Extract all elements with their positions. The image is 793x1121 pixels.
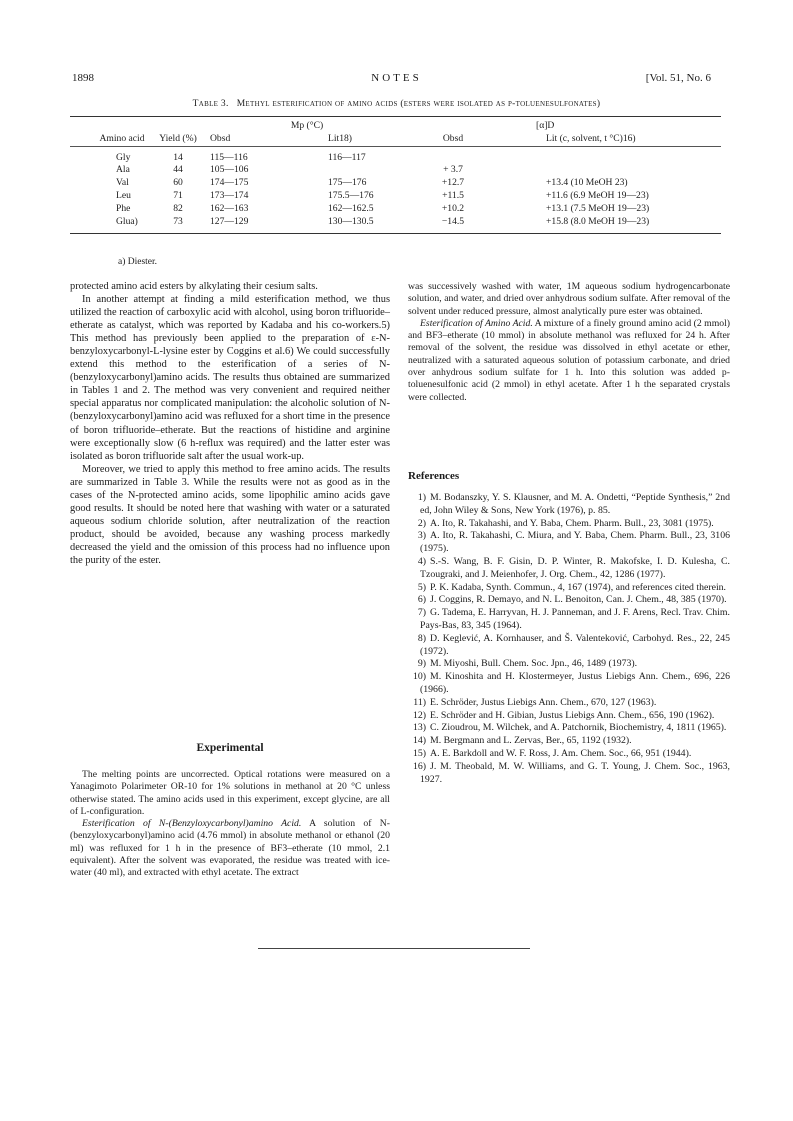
cell-rot-lit: +11.6 (6.9 MeOH 19—23)	[546, 189, 649, 201]
reference-item	[408, 697, 730, 710]
reference-text: A. E. Barkdoll and W. F. Ross, J. Am. Chem. Soc., 66, 951 (1944).	[430, 747, 692, 759]
col-head-rotation: [α]D	[536, 120, 555, 131]
cell-rot-lit	[502, 146, 721, 164]
reference-text: J. Coggins, R. Demayo, and N. L. Benoiton, Can. J. Chem., 48, 385 (1970).	[430, 594, 727, 606]
reference-number: 16)	[412, 760, 426, 772]
reference-text: M. Bodanszky, Y. S. Klausner, and M. A. Ondetti, “Peptide Synthesis,” 2nd ed, John Wiley & Sons, New York (1976), p. 85.	[420, 492, 730, 516]
reference-number: 2)	[417, 517, 426, 529]
cell-acid: Val	[116, 177, 129, 189]
cell-yield: 71	[173, 189, 183, 201]
reference-item	[408, 710, 730, 723]
cell-mp-obsd: 162—163	[210, 202, 249, 214]
reference-text: C. Zioudrou, M. Wilchek, and A. Patchornik, Biochemistry, 4, 1811 (1965).	[430, 722, 727, 734]
reference-number: 13)	[412, 722, 426, 734]
cell-mp-lit: 175.5—176	[328, 189, 374, 201]
paragraph-text: A solution of N-(benzyloxycarbonyl)amino acid (4.76 mmol) in absolute methanol or ethanol (20 ml) was refluxed for 1 h in the presence of BF3–etherate (10 mmol, 2.1 equivalent). After the solvent was evaporated, the residue was treated with ice-water (40 ml), and extracted with ethyl acetate. The extract	[70, 818, 390, 879]
table-row	[70, 164, 721, 177]
table-row	[70, 146, 721, 164]
reference-number: 9)	[417, 658, 426, 670]
cell-rot-obsd	[404, 146, 502, 164]
reference-item	[408, 582, 730, 595]
reference-text: G. Tadema, E. Harryvan, H. J. Panneman, and J. F. Arens, Recl. Trav. Chim. Pays-Bas, 83, 345 (1964).	[420, 607, 730, 631]
table-footnote: a) Diester.	[118, 257, 158, 267]
reference-item	[408, 607, 730, 633]
right-column	[408, 281, 730, 404]
reference-text: P. K. Kadaba, Synth. Commun., 4, 167 (1974), and references cited therein.	[430, 581, 727, 593]
reference-text: M. Miyoshi, Bull. Chem. Soc. Jpn., 46, 1489 (1973).	[430, 658, 638, 670]
table-row	[70, 190, 721, 203]
cell-acid: Ala	[116, 164, 130, 176]
table-row	[70, 216, 721, 234]
cell-rot-lit: +13.1 (7.5 MeOH 19—23)	[546, 202, 650, 214]
col-head-mp: Mp (°C)	[290, 120, 324, 131]
reference-text: M. Bergmann and L. Zervas, Ber., 65, 1192 (1932).	[430, 735, 632, 747]
running-head: NOTES	[371, 72, 422, 84]
paragraph-text: A mixture of a finely ground amino acid (2 mmol) and BF3–etherate (10 mmol) in absolute methanol was refluxed for 24 h. After removal of the solvent, the residue was dissolved in ethyl acetate or ether, neutralized with a saturated aqueous solution of potassium carbonate, and dried over anhydrous sodium sulfate for 1 h. Into this solution was added p-toluenesulfonic acid (2 mmol) in ethyl acetate. After 1 h the separated crystals were collected.	[408, 317, 730, 403]
reference-text: M. Kinoshita and H. Klostermeyer, Justus Liebigs Ann. Chem., 696, 226 (1966).	[420, 671, 730, 695]
page-number: 1898	[72, 72, 94, 84]
cell-acid: Gly	[116, 151, 131, 163]
reference-text: E. Schröder, Justus Liebigs Ann. Chem., 670, 127 (1963).	[430, 696, 657, 708]
cell-yield: 73	[173, 215, 183, 227]
cell-mp-obsd: 174—175	[210, 177, 249, 189]
reference-number: 7)	[417, 607, 426, 619]
reference-item	[408, 518, 730, 531]
reference-number: 15)	[412, 747, 426, 759]
paragraph: protected amino acid esters by alkylating their cesium salts.	[70, 281, 318, 292]
left-column	[70, 280, 390, 567]
reference-number: 14)	[412, 735, 426, 747]
reference-text: A. Ito, R. Takahashi, and Y. Baba, Chem. Pharm. Bull., 23, 3081 (1975).	[430, 517, 714, 529]
cell-yield: 44	[173, 164, 183, 176]
reference-list	[408, 492, 730, 786]
subsection-title: Esterification of N-(Benzyloxycarbonyl)amino Acid.	[82, 818, 302, 830]
end-rule	[258, 948, 530, 949]
reference-number: 12)	[412, 709, 426, 721]
reference-number: 4)	[417, 555, 426, 567]
cell-mp-lit: 162—162.5	[328, 202, 374, 214]
reference-item	[408, 671, 730, 697]
cell-mp-obsd: 173—174	[210, 189, 249, 201]
table-row	[70, 203, 721, 216]
cell-rot-obsd: −14.5	[441, 215, 465, 227]
cell-yield: 60	[173, 177, 183, 189]
reference-text: A. Ito, R. Takahashi, C. Miura, and Y. Baba, Chem. Pharm. Bull., 23, 3106 (1975).	[420, 530, 730, 555]
cell-acid: Glua)	[116, 215, 138, 227]
reference-number: 11)	[413, 696, 426, 708]
table-label: Table 3.	[192, 99, 229, 109]
paragraph	[70, 818, 390, 879]
reference-item	[408, 761, 730, 787]
reference-item	[408, 492, 730, 518]
reference-number: 1)	[417, 492, 426, 503]
reference-item	[408, 594, 730, 607]
reference-text: E. Schröder and H. Gibian, Justus Liebigs Ann. Chem., 656, 190 (1962).	[430, 709, 715, 721]
paragraph: was successively washed with water, 1M aqueous sodium hydrogencarbonate solution, and water, and dried over anhydrous sodium sulfate. After removal of the solvent under reduced pressure, almost analytically pure ester was obtained.	[408, 281, 730, 317]
table-3	[70, 116, 721, 234]
cell-mp-lit: 116—117	[328, 151, 366, 163]
cell-mp-lit: 175—176	[328, 177, 367, 189]
paragraph	[408, 318, 730, 404]
cell-rot-lit: +13.4 (10 MeOH 23)	[546, 177, 628, 189]
reference-item	[408, 735, 730, 748]
reference-item	[408, 722, 730, 735]
volume-label: [Vol. 51, No. 6	[645, 72, 711, 84]
cell-mp-lit: 130—130.5	[328, 215, 374, 227]
reference-number: 8)	[417, 632, 426, 644]
cell-yield: 82	[173, 202, 183, 214]
col-head-rot-obsd: Obsd	[442, 132, 464, 144]
cell-rot-lit: +15.8 (8.0 MeOH 19—23)	[546, 215, 650, 227]
cell-mp-obsd: 105—106	[210, 164, 249, 176]
cell-mp-lit	[314, 164, 404, 177]
table-title: Methyl esterification of amino acids (esters were isolated as p-toluenesulfonates)	[236, 99, 601, 109]
col-head-yield: Yield (%)	[159, 132, 197, 144]
subsection-title: Esterification of Amino Acid.	[420, 317, 533, 329]
cell-yield: 14	[173, 151, 183, 163]
section-heading-experimental: Experimental	[196, 742, 264, 754]
reference-number: 3)	[417, 530, 426, 542]
reference-item	[408, 748, 730, 761]
cell-rot-obsd: +12.7	[441, 177, 465, 189]
reference-text: J. M. Theobald, M. W. Williams, and G. T. Young, J. Chem. Soc., 1963, 1927.	[420, 760, 730, 785]
paragraph: In another attempt at finding a mild esterification method, we thus utilized the reaction of carboxylic acid with alcohol, using boron trifluoride–etherate as catalyst, which was reported by Kadaba and his co-workers.5) This method has previously been applied to the preparation of ε-N-benzyloxycarbonyl-L-lysine ester by Coggins et al.6) We could successfully extend this method to the esterification of a series of N-(benzyloxycarbonyl)amino acids. The results thus obtained are summarized in Tables 1 and 2. The method was very convenient and required neither special apparatus nor complicated manipulation: the alcoholic solution of N-(benzyloxycarbonyl)amino acid was refluxed for a short time in the presence of boron trifluoride–etherate. But the reactions of histidine and arginine were exceptionally slow (6 h-reflux was required) and the latter ester was isolated as boron trifluoride salt after the usual work-up.	[70, 294, 390, 462]
reference-item	[408, 658, 730, 671]
reference-text: S.-S. Wang, B. F. Gisin, D. P. Winter, R. Makofske, I. D. Kulesha, C. Tzougraki, and J. Meienhofer, J. Org. Chem., 42, 1286 (1977).	[420, 555, 730, 580]
references-heading: References	[408, 470, 460, 482]
cell-acid: Phe	[116, 202, 131, 214]
reference-text: D. Keglević, A. Kornhauser, and Š. Valenteković, Carbohyd. Res., 22, 245 (1972).	[420, 632, 730, 657]
cell-rot-obsd: + 3.7	[443, 164, 463, 176]
reference-item	[408, 633, 730, 659]
paragraph: The melting points are uncorrected. Optical rotations were measured on a Yanagimoto Polarimeter OR-10 for 1% solutions in methanol at 20 °C unless otherwise stated. The amino acids used in this experiment, except glycine, are all of L-configuration.	[70, 769, 390, 817]
reference-item	[408, 556, 730, 582]
reference-item	[408, 530, 730, 556]
cell-acid: Leu	[116, 189, 131, 201]
reference-number: 6)	[417, 594, 426, 606]
cell-mp-obsd: 115—116	[210, 151, 248, 163]
col-head-mp-lit: Lit18)	[328, 132, 352, 144]
table-row	[70, 177, 721, 190]
col-head-amino-acid: Amino acid	[99, 132, 145, 144]
paragraph: Moreover, we tried to apply this method to free amino acids. The results are summarized in Table 3. While the results were not as good as in the cases of the N-protected amino acids, some lipophilic amino acids gave good results. It should be noted here that washing with water or a saturated aqueous sodium chloride solution, after neutralization of the reaction product, should be avoided, because any washing process markedly decreased the yield and the omission of this process had no influence upon the purity of the ester.	[70, 463, 390, 566]
table-caption	[0, 99, 793, 109]
experimental-text	[70, 769, 390, 880]
cell-mp-obsd: 127—129	[210, 215, 249, 227]
col-head-mp-obsd: Obsd	[210, 132, 231, 144]
col-head-rot-lit: Lit (c, solvent, t °C)16)	[546, 132, 636, 144]
cell-rot-lit	[502, 164, 721, 177]
cell-rot-obsd: +10.2	[441, 202, 465, 214]
reference-number: 5)	[417, 581, 426, 593]
reference-number: 10)	[412, 671, 426, 683]
cell-rot-obsd: +11.5	[442, 189, 464, 201]
